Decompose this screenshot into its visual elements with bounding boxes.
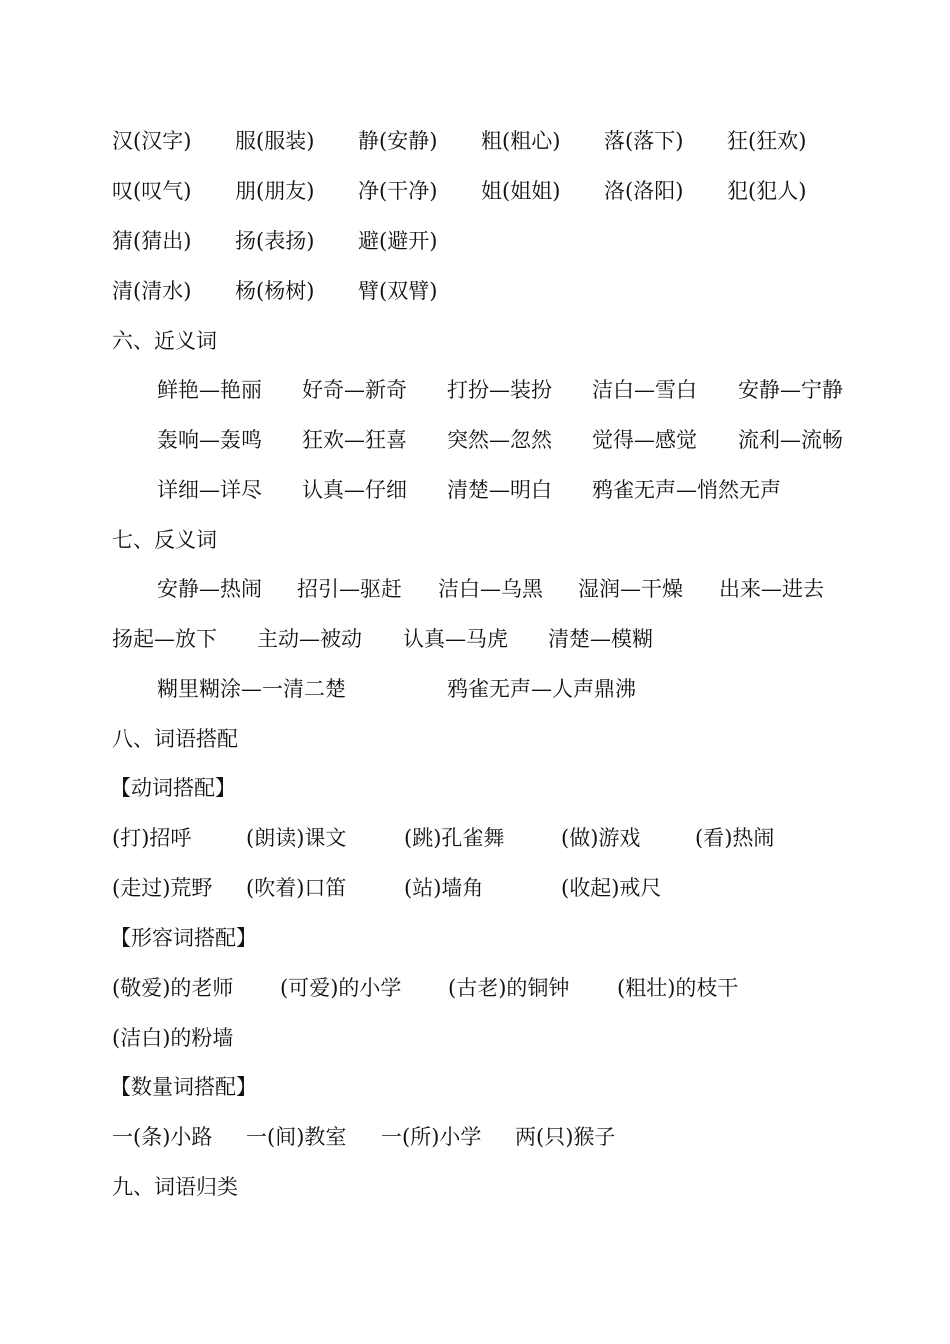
char-item: 扬(表扬) (235, 229, 315, 253)
char-item: 静(安静) (358, 129, 438, 153)
word-pair: 认真—马虎 (403, 627, 508, 651)
collocation: (做)游戏 (561, 826, 641, 850)
char-item: 猜(猜出) (112, 229, 192, 253)
char-item: 朋(朋友) (235, 179, 315, 203)
word-pair: 清楚—模糊 (548, 627, 653, 651)
word-pair: 鸦雀无声—悄然无声 (592, 478, 781, 502)
char-item: 避(避开) (358, 229, 438, 253)
char-item: 净(干净) (358, 179, 438, 203)
char-item: 清(清水) (112, 279, 192, 303)
section-title: 六、近义词 (112, 329, 217, 353)
collocation: (跳)孔雀舞 (404, 826, 505, 850)
collocation: (站)墙角 (404, 876, 484, 900)
char-item: 姐(姐姐) (481, 179, 561, 203)
word-pair: 好奇—新奇 (302, 378, 407, 402)
word-pair: 洁白—乌黑 (438, 577, 543, 601)
collocation: 一(条)小路 (112, 1125, 213, 1149)
collocation: (洁白)的粉墙 (112, 1026, 234, 1050)
section-title: 九、词语归类 (112, 1175, 238, 1199)
word-pair: 详细—详尽 (157, 478, 262, 502)
collocation: (看)热闹 (695, 826, 775, 850)
collocation: (粗壮)的枝干 (617, 976, 739, 1000)
char-item: 臂(双臂) (358, 279, 438, 303)
collocation: (走过)荒野 (112, 876, 213, 900)
word-pair: 鲜艳—艳丽 (157, 378, 262, 402)
word-pair: 狂欢—狂喜 (302, 428, 407, 452)
word-pair: 流利—流畅 (738, 428, 843, 452)
char-item: 杨(杨树) (235, 279, 315, 303)
collocation: (古老)的铜钟 (448, 976, 570, 1000)
collocation: 两(只)猴子 (515, 1125, 616, 1149)
sub-heading: 【动词搭配】 (110, 776, 236, 800)
word-pair: 认真—仔细 (302, 478, 407, 502)
section-title: 七、反义词 (112, 528, 217, 552)
word-pair: 主动—被动 (257, 627, 362, 651)
collocation: (吹着)口笛 (246, 876, 347, 900)
char-item: 汉(汉字) (112, 129, 192, 153)
sub-heading: 【形容词搭配】 (110, 926, 257, 950)
word-pair: 觉得—感觉 (592, 428, 697, 452)
collocation: (收起)戒尺 (561, 876, 662, 900)
word-pair: 轰响—轰鸣 (157, 428, 262, 452)
word-pair: 安静—热闹 (157, 577, 262, 601)
char-item: 落(落下) (604, 129, 684, 153)
word-pair: 洁白—雪白 (592, 378, 697, 402)
word-pair: 出来—进去 (719, 577, 824, 601)
word-pair: 糊里糊涂—一清二楚 (157, 677, 346, 701)
word-pair: 清楚—明白 (447, 478, 552, 502)
sub-heading: 【数量词搭配】 (110, 1075, 257, 1099)
char-item: 服(服装) (235, 129, 315, 153)
collocation: (打)招呼 (112, 826, 192, 850)
word-pair: 招引—驱赶 (297, 577, 402, 601)
char-item: 犯(犯人) (727, 179, 807, 203)
char-item: 叹(叹气) (112, 179, 192, 203)
collocation: 一(所)小学 (381, 1125, 482, 1149)
word-pair: 湿润—干燥 (578, 577, 683, 601)
word-pair: 安静—宁静 (738, 378, 843, 402)
collocation: 一(间)教室 (246, 1125, 347, 1149)
section-title: 八、词语搭配 (112, 727, 238, 751)
collocation: (朗读)课文 (246, 826, 347, 850)
char-item: 洛(洛阳) (604, 179, 684, 203)
word-pair: 扬起—放下 (112, 627, 217, 651)
collocation: (可爱)的小学 (280, 976, 402, 1000)
word-pair: 打扮—装扮 (447, 378, 552, 402)
char-item: 粗(粗心) (481, 129, 561, 153)
collocation: (敬爱)的老师 (112, 976, 234, 1000)
word-pair: 鸦雀无声—人声鼎沸 (447, 677, 636, 701)
char-item: 狂(狂欢) (727, 129, 807, 153)
word-pair: 突然—忽然 (447, 428, 552, 452)
